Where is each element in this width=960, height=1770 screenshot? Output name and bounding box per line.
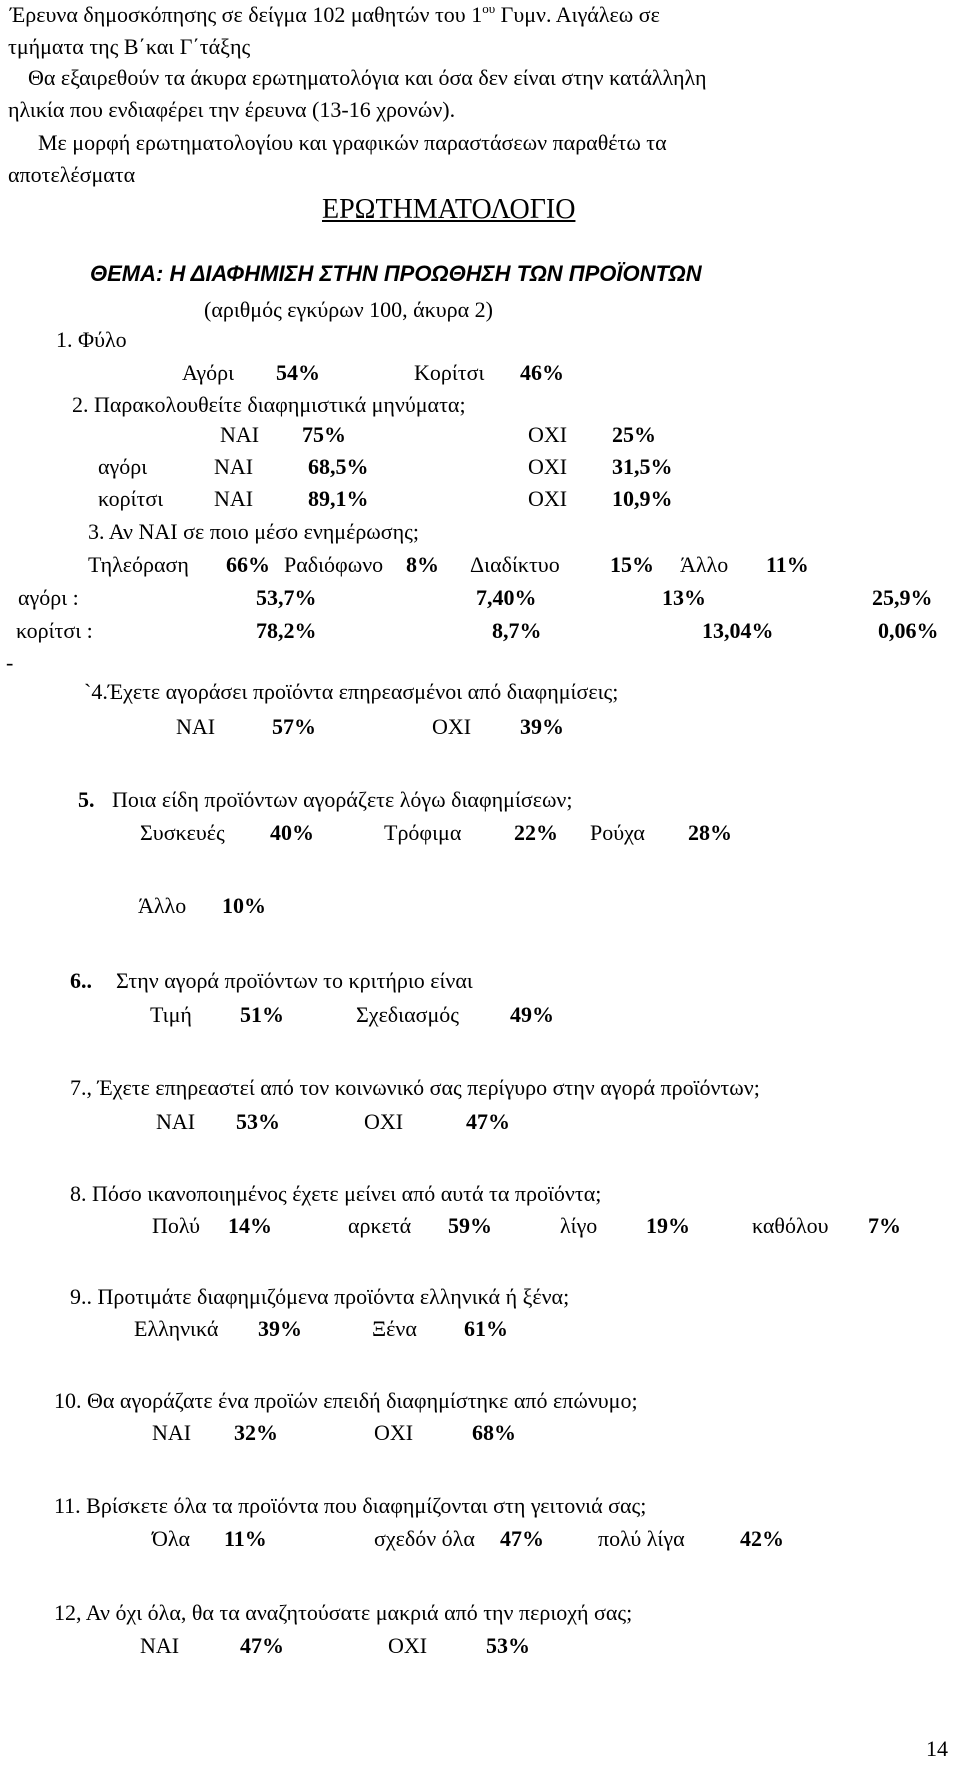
q3-other-value: 11% [766, 552, 809, 577]
q11-label: 11. Βρίσκετε όλα τα προϊόντα που διαφημίζονται στη γειτονιά σας; [54, 1493, 647, 1518]
q1-boy-value: 54% [276, 360, 320, 385]
q3-boys-internet: 13% [662, 585, 706, 610]
q12-label: 12, Αν όχι όλα, θα τα αναζητούσατε μακριά από την περιοχή σας; [54, 1600, 633, 1625]
q7-label: 7., Έχετε επηρεαστεί από τον κοινωνικό σας περίγυρο στην αγορά προϊόντων; [70, 1075, 760, 1100]
q4-no-label: ΟΧΙ [432, 714, 472, 739]
q8-label: 8. Πόσο ικανοποιημένος έχετε μείνει από αυτά τα προϊόντα; [70, 1181, 602, 1206]
q6-number-text: 6.. [70, 968, 92, 993]
q8-very-value: 14% [228, 1213, 272, 1238]
q8-very-label: Πολύ [152, 1213, 201, 1238]
q5-number-text: 5. [78, 787, 95, 812]
q2-total-no-value: 25% [612, 422, 656, 447]
q2-boy-no-label: ΟΧΙ [528, 454, 568, 479]
q3-label: 3. Αν ΝΑΙ σε ποιο μέσο ενημέρωσης; [88, 519, 419, 544]
q3-boys-label: αγόρι : [18, 585, 79, 610]
q5-devices-label: Συσκευές [140, 820, 225, 845]
q9-foreign-value: 61% [464, 1316, 508, 1341]
q3-tv-label: Τηλεόραση [88, 552, 189, 577]
page-number: 14 [926, 1736, 948, 1761]
q3-radio-label: Ραδιόφωνο [284, 552, 384, 577]
q3-girls-tv: 78,2% [256, 618, 317, 643]
q8-little-value: 19% [646, 1213, 690, 1238]
q9-label: 9.. Προτιμάτε διαφημιζόμενα προϊόντα ελληνικά ή ξένα; [70, 1284, 570, 1309]
q2-total-yes-label: ΝΑΙ [220, 422, 260, 447]
intro-line-1-superscript: ου [482, 1, 496, 16]
q11-very-few-value: 42% [740, 1526, 784, 1551]
q12-yes-label: ΝΑΙ [140, 1633, 180, 1658]
q9-greek-value: 39% [258, 1316, 302, 1341]
q6-price-label: Τιμή [150, 1002, 192, 1027]
q10-yes-label: ΝΑΙ [152, 1420, 192, 1445]
q5-devices-value: 40% [270, 820, 314, 845]
subject-heading: ΘΕΜΑ: Η ΔΙΑΦΗΜΙΣΗ ΣΤΗΝ ΠΡΟΩΘΗΣΗ ΤΩΝ ΠΡΟΪΟΝΤΩΝ [90, 261, 702, 286]
q5-other-label: Άλλο [138, 893, 187, 918]
q2-girl-yes-value: 89,1% [308, 486, 369, 511]
q11-almost-all-value: 47% [500, 1526, 544, 1551]
q8-little-label: λίγο [560, 1213, 598, 1238]
q5-clothes-value: 28% [688, 820, 732, 845]
q12-no-value: 53% [486, 1633, 530, 1658]
q5-food-value: 22% [514, 820, 558, 845]
q2-girl-no-label: ΟΧΙ [528, 486, 568, 511]
q2-boy-yes-label: ΝΑΙ [214, 454, 254, 479]
q3-radio-value: 8% [406, 552, 439, 577]
q2-girl-yes-label: ΝΑΙ [214, 486, 254, 511]
q12-no-label: ΟΧΙ [388, 1633, 428, 1658]
q3-other-label: Άλλο [680, 552, 729, 577]
q5-number [78, 789, 95, 811]
q1-girl-label: Κορίτσι [414, 360, 485, 385]
q4-no-value: 39% [520, 714, 564, 739]
q8-enough-value: 59% [448, 1213, 492, 1238]
q5-label: Ποια είδη προϊόντων αγοράζετε λόγω διαφημίσεων; [112, 787, 573, 812]
q8-none-label: καθόλου [752, 1213, 829, 1238]
q6-design-value: 49% [510, 1002, 554, 1027]
q2-boy-label: αγόρι [98, 454, 148, 479]
counts-note: (αριθμός εγκύρων 100, άκυρα 2) [204, 297, 493, 322]
q11-almost-all-label: σχεδόν όλα [374, 1526, 475, 1551]
intro-line-3: Θα εξαιρεθούν τα άκυρα ερωτηματολόγια και όσα δεν είναι στην κατάλληλη [28, 65, 707, 90]
q4-yes-value: 57% [272, 714, 316, 739]
q3-boys-radio: 7,40% [476, 585, 537, 610]
q2-total-yes-value: 75% [302, 422, 346, 447]
q6-label: Στην αγορά προϊόντων το κριτήριο είναι [116, 968, 473, 993]
q8-enough-label: αρκετά [348, 1213, 412, 1238]
q7-no-label: ΟΧΙ [364, 1109, 404, 1134]
intro-line-1-text-a: Έρευνα δημοσκόπησης σε δείγμα 102 μαθητών του 1 [10, 2, 483, 27]
q5-clothes-label: Ρούχα [590, 820, 645, 845]
q11-all-value: 11% [224, 1526, 267, 1551]
q4-label: `4.Έχετε αγοράσει προϊόντα επηρεασμένοι από διαφημίσεις; [84, 679, 619, 704]
q1-girl-value: 46% [520, 360, 564, 385]
q6-number [70, 970, 92, 992]
q9-greek-label: Ελληνικά [134, 1316, 219, 1341]
q3-boys-tv: 53,7% [256, 585, 317, 610]
q3-girls-other: 0,06% [878, 618, 939, 643]
q2-boy-yes-value: 68,5% [308, 454, 369, 479]
q1-label: 1. Φύλο [56, 327, 127, 352]
q1-boy-label: Αγόρι [182, 360, 234, 385]
q3-tv-value: 66% [226, 552, 270, 577]
q3-girls-radio: 8,7% [492, 618, 542, 643]
stray-dash: - [6, 650, 14, 675]
q3-girls-label: κορίτσι : [16, 618, 93, 643]
intro-line-1 [10, 1, 660, 27]
q7-no-value: 47% [466, 1109, 510, 1134]
q3-internet-label: Διαδίκτυο [470, 552, 560, 577]
q7-yes-label: ΝΑΙ [156, 1109, 196, 1134]
q11-very-few-label: πολύ λίγα [598, 1526, 685, 1551]
q3-internet-value: 15% [610, 552, 654, 577]
q4-yes-label: ΝΑΙ [176, 714, 216, 739]
q12-yes-value: 47% [240, 1633, 284, 1658]
intro-line-1-text-b: Γυμν. Αιγάλεω σε [495, 2, 660, 27]
q3-boys-other: 25,9% [872, 585, 933, 610]
intro-line-4: ηλικία που ενδιαφέρει την έρευνα (13-16 χρονών). [8, 97, 456, 122]
intro-line-2: τμήματα της Β΄και Γ΄τάξης [8, 34, 251, 59]
q5-food-label: Τρόφιμα [384, 820, 462, 845]
q2-girl-no-value: 10,9% [612, 486, 673, 511]
intro-line-5: Με μορφή ερωτηματολογίου και γραφικών παραστάσεων παραθέτω τα [38, 130, 667, 155]
intro-line-6: αποτελέσματα [8, 162, 136, 187]
q2-boy-no-value: 31,5% [612, 454, 673, 479]
q11-all-label: Όλα [152, 1526, 191, 1551]
q2-girl-label: κορίτσι [98, 486, 164, 511]
q6-design-label: Σχεδιασμός [356, 1002, 459, 1027]
q5-other-value: 10% [222, 893, 266, 918]
q7-yes-value: 53% [236, 1109, 280, 1134]
q10-yes-value: 32% [234, 1420, 278, 1445]
q10-no-value: 68% [472, 1420, 516, 1445]
q10-label: 10. Θα αγοράζατε ένα προϊών επειδή διαφημίστηκε από επώνυμο; [54, 1388, 638, 1413]
q2-total-no-label: ΟΧΙ [528, 422, 568, 447]
q3-girls-internet: 13,04% [702, 618, 774, 643]
q9-foreign-label: Ξένα [372, 1316, 417, 1341]
page-title: ΕΡΩΤΗΜΑΤΟΛΟΓΙΟ [322, 194, 576, 225]
q8-none-value: 7% [868, 1213, 901, 1238]
q2-label: 2. Παρακολουθείτε διαφημιστικά μηνύματα; [72, 392, 466, 417]
q6-price-value: 51% [240, 1002, 284, 1027]
q10-no-label: ΟΧΙ [374, 1420, 414, 1445]
